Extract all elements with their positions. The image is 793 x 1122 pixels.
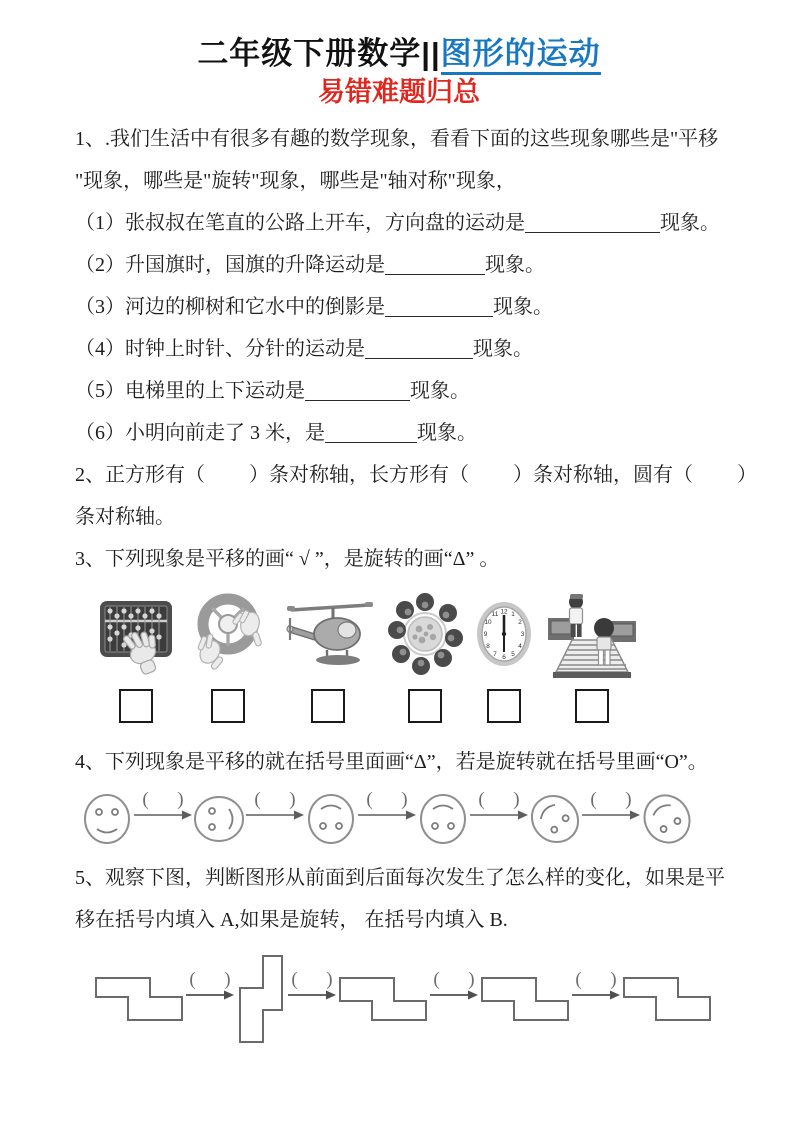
title-topic-link[interactable]: 图形的运动 <box>441 36 601 75</box>
q5-figure-row <box>93 949 723 1049</box>
arrow-right-icon <box>134 809 192 821</box>
ferris-wheel-icon <box>388 588 462 680</box>
q4-connector-5 <box>582 788 640 821</box>
q5-line1: 5、观察下图，判断图形从前面到后面每次发生了怎么样的变化，如果是平 <box>75 867 725 889</box>
q3-answer-box-2[interactable] <box>211 689 245 723</box>
q1-item-4-text: （4）时钟上时针、分针的运动是 <box>75 338 365 360</box>
q1-item-3-suffix: 现象。 <box>493 296 553 318</box>
q5-paren-1[interactable]: ( ) <box>189 968 231 990</box>
title-course: 二年级下册数学|| <box>197 36 441 71</box>
q1-item-6-blank[interactable] <box>325 423 417 443</box>
q2-line1 <box>75 462 757 489</box>
q3-answer-box-1[interactable] <box>119 689 153 723</box>
q1-item-4-blank[interactable] <box>365 339 473 359</box>
arrow-right-icon <box>358 809 416 821</box>
q1-item-3 <box>75 294 723 321</box>
q3-answer-box-6[interactable] <box>575 689 609 723</box>
steering-wheel-icon <box>188 588 268 680</box>
smiley-face-1 <box>81 791 133 847</box>
q1-item-5 <box>75 378 723 405</box>
svg-text:5: 5 <box>511 651 515 658</box>
page-title <box>75 34 723 74</box>
q1-item-6-text: （6）小明向前走了 3 米，是 <box>75 422 325 444</box>
q3-answer-box-5[interactable] <box>487 689 521 723</box>
q5-paren-2[interactable]: ( ) <box>291 968 333 990</box>
q5-line2: 移在括号内填入 A,如果是旋转， 在括号内填入 B. <box>75 909 508 931</box>
z-shape-figure-2 <box>235 949 287 1049</box>
svg-text:9: 9 <box>483 631 488 638</box>
svg-text:7: 7 <box>493 651 497 658</box>
q4-paren-4[interactable]: ( ) <box>478 788 520 810</box>
z-shape-figure-4 <box>479 969 571 1029</box>
q1-item-5-text: （5）电梯里的上下运动是 <box>75 380 305 402</box>
z-shape-figure-1 <box>93 969 185 1029</box>
q2-seg3: ）条对称轴，圆有（ <box>513 464 693 486</box>
q5-connector-1 <box>186 968 234 1001</box>
q3-prompt: 3、下列现象是平移的画“ √ ”，是旋转的画“Δ” 。 <box>75 548 500 570</box>
q4-smiley-row <box>81 788 723 847</box>
q1-item-2-text: （2）升国旗时，国旗的升降运动是 <box>75 254 385 276</box>
svg-text:8: 8 <box>486 643 490 650</box>
z-shape-figure-5 <box>621 969 713 1029</box>
q1-item-5-suffix: 现象。 <box>410 380 470 402</box>
q3-answer-box-4[interactable] <box>408 689 442 723</box>
arrow-right-icon <box>470 809 528 821</box>
q5-paren-4[interactable]: ( ) <box>575 968 617 990</box>
q1-item-5-blank[interactable] <box>305 381 410 401</box>
helicopter-icon <box>281 588 375 680</box>
arrow-right-icon <box>430 989 478 1001</box>
smiley-face-2 <box>193 791 245 847</box>
q1-item-1 <box>75 210 723 237</box>
stairs-icon <box>546 588 638 680</box>
page-subtitle: 易错难题归总 <box>318 77 480 107</box>
q1-item-1-text: （1）张叔叔在笔直的公路上开车，方向盘的运动是 <box>75 212 525 234</box>
q2-seg2: ）条对称轴，长方形有（ <box>249 464 469 486</box>
q4-paren-3[interactable]: ( ) <box>366 788 408 810</box>
smiley-face-3 <box>305 791 357 847</box>
q4-paren-5[interactable]: ( ) <box>590 788 632 810</box>
child-left <box>569 594 583 637</box>
q1-item-2-suffix: 现象。 <box>485 254 545 276</box>
q4-prompt: 4、下列现象是平移的就在括号里面画“Δ”，若是旋转就在括号里画“O”。 <box>75 751 708 773</box>
q5-connector-2 <box>288 968 336 1001</box>
svg-text:3: 3 <box>520 631 525 638</box>
q1-item-6-suffix: 现象。 <box>417 422 477 444</box>
q3-col-steering-wheel <box>188 588 268 723</box>
q4-connector-1 <box>134 788 192 821</box>
q5-connector-3 <box>430 968 478 1001</box>
svg-text:6: 6 <box>502 654 506 661</box>
q4-paren-2[interactable]: ( ) <box>254 788 296 810</box>
q1-item-3-text: （3）河边的柳树和它水中的倒影是 <box>75 296 385 318</box>
clock-icon <box>475 588 533 680</box>
arrow-right-icon <box>582 809 640 821</box>
q1-item-4-suffix: 现象。 <box>473 338 533 360</box>
q2-seg1: 2、正方形有（ <box>75 464 205 486</box>
svg-text:2: 2 <box>518 619 522 626</box>
q4-connector-4 <box>470 788 528 821</box>
svg-text:1: 1 <box>511 611 515 618</box>
q1-item-1-blank[interactable] <box>525 213 660 233</box>
q3-answer-box-3[interactable] <box>311 689 345 723</box>
q4-paren-1[interactable]: ( ) <box>142 788 184 810</box>
q5-paren-3[interactable]: ( ) <box>433 968 475 990</box>
q1-item-1-suffix: 现象。 <box>660 212 720 234</box>
q3-col-helicopter <box>281 588 375 723</box>
q4-connector-2 <box>246 788 304 821</box>
q1-item-6 <box>75 420 723 447</box>
q3-col-abacus <box>97 588 175 723</box>
arrow-right-icon <box>186 989 234 1001</box>
svg-text:4: 4 <box>518 643 522 650</box>
svg-text:12: 12 <box>500 608 508 616</box>
q4-connector-3 <box>358 788 416 821</box>
smiley-face-6 <box>641 791 693 847</box>
q1-item-2 <box>75 252 723 279</box>
q1-item-3-blank[interactable] <box>385 297 493 317</box>
smiley-face-4 <box>417 791 469 847</box>
q1-line2: "现象，哪些是"旋转"现象，哪些是"轴对称"现象， <box>75 170 516 192</box>
q3-col-stairs <box>546 588 638 723</box>
q5-connector-4 <box>572 968 620 1001</box>
smiley-face-5 <box>529 791 581 847</box>
svg-text:11: 11 <box>491 611 499 618</box>
q3-col-ferris-wheel <box>388 588 462 723</box>
z-shape-figure-3 <box>337 969 429 1029</box>
q1-item-2-blank[interactable] <box>385 255 485 275</box>
q2-line2: 条对称轴。 <box>75 506 175 528</box>
svg-text:10: 10 <box>484 619 492 626</box>
q1-line1: 1、.我们生活中有很多有趣的数学现象，看看下面的这些现象哪些是"平移 <box>75 128 719 150</box>
abacus-icon <box>97 588 175 680</box>
q1-item-4 <box>75 336 723 363</box>
q3-col-clock <box>475 588 533 723</box>
arrow-right-icon <box>572 989 620 1001</box>
q3-picture-row <box>97 588 723 723</box>
arrow-right-icon <box>288 989 336 1001</box>
arrow-right-icon <box>246 809 304 821</box>
q2-seg4: ） <box>737 464 757 486</box>
